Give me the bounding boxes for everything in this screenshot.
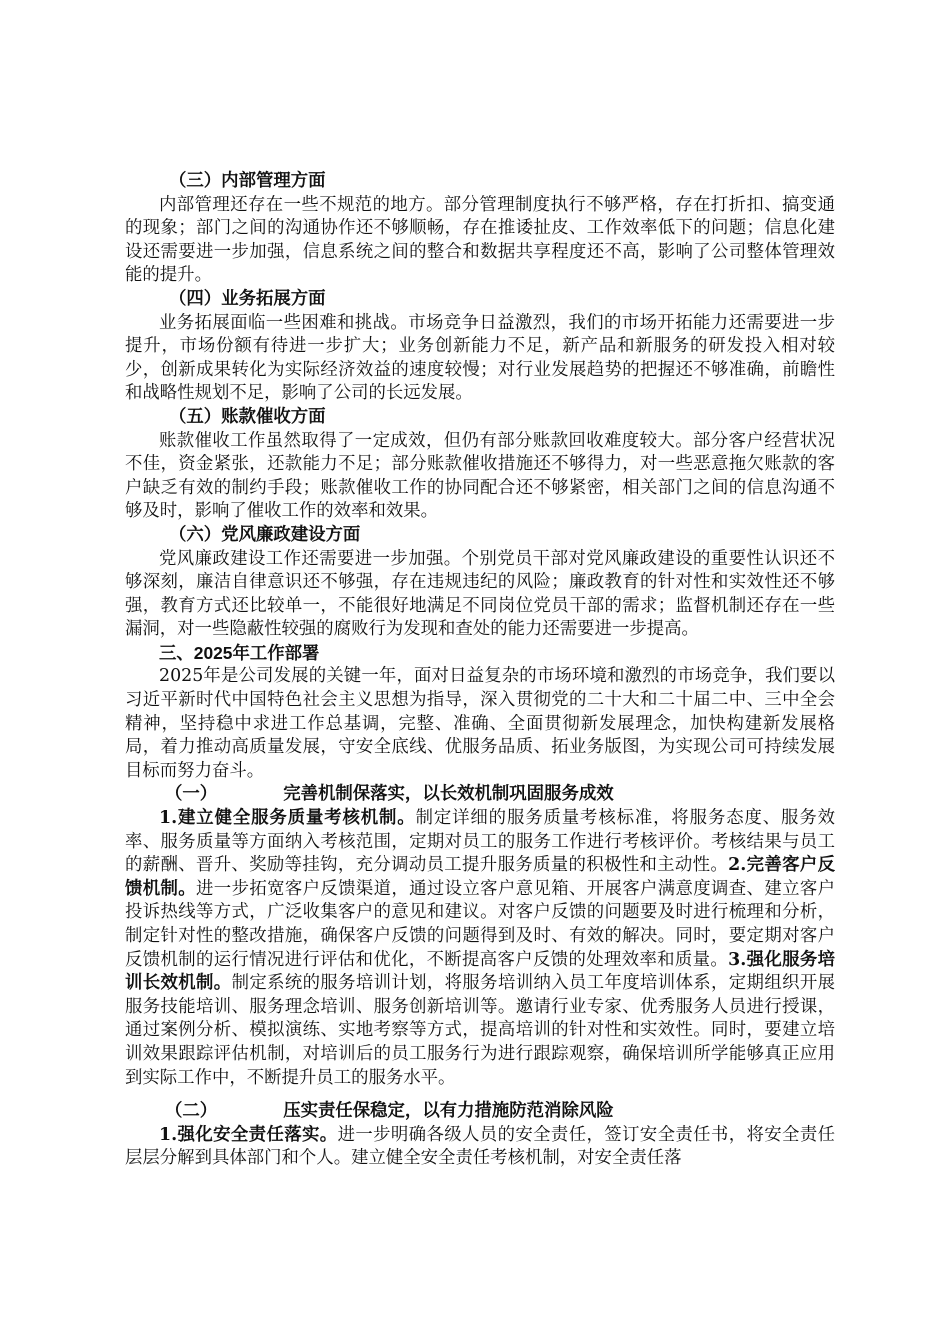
item-lead: 1.建立健全服务质量考核机制。 (159, 808, 416, 829)
subsection-paragraph (125, 807, 835, 1090)
subsection-heading (125, 783, 835, 807)
part-intro-paragraph: 2025年是公司发展的关键一年，面对日益复杂的市场环境和激烈的市场竞争，我们要以习近平新时代中国特色社会主义思想为指导，深入贯彻党的二十大和二十届二中、三中全会精神，坚持稳中求进工作总基调，完整、准确、全面贯彻新发展理念，加快构建新发展格局，着力推动高质量发展，守安全底线、优服务品质、拓业务版图，为实现公司可持续发展目标而努力奋斗。 (125, 666, 835, 781)
subsection-title: 完善机制保落实，以长效机制巩固服务成效 (283, 784, 614, 805)
item-text: 制定详细的服务质量考核标准，将服务态度、服务效率、服务质量等方面纳入考核范围，定期对员工的服务工作进行考核评价。考核结果与员工的薪酬、晋升、奖励等挂钩，充分调动员工提升服务质量的积极性和主动性。 (125, 808, 835, 876)
subsection-title: 压实责任保稳定，以有力措施防范消除风险 (283, 1101, 614, 1122)
subsection-number: （二） (165, 1101, 218, 1122)
item-text: 进一步拓宽客户反馈渠道，通过设立客户意见箱、开展客户满意度调查、建立客户投诉热线等方式，广泛收集客户的意见和建议。对客户反馈的问题要及时进行梳理和分析，制定针对性的整改措施，确保客户反馈的问题得到及时、有效的解决。同时，要定期对客户反馈机制的运行情况进行评估和优化，不断提高客户反馈的处理效率和质量。 (125, 878, 835, 970)
document-page (125, 170, 835, 1171)
section-paragraph: 业务拓展面临一些困难和挑战。市场竞争日益激烈，我们的市场开拓能力还需要进一步提升，市场份额有待进一步扩大；业务创新能力不足，新产品和新服务的研发投入相对较少，创新成果转化为实际经济效益的速度较慢；对行业发展趋势的把握还不够准确，前瞻性和战略性规划不足，影响了公司的长远发展。 (125, 312, 835, 404)
paragraph-spacer (125, 1090, 835, 1100)
section-paragraph: 内部管理还存在一些不规范的地方。部分管理制度执行不够严格，存在打折扣、搞变通的现象；部门之间的沟通协作还不够顺畅，存在推诿扯皮、工作效率低下的问题；信息化建设还需要进一步加强，信息系统之间的整合和数据共享程度还不高，影响了公司整体管理效能的提升。 (125, 194, 835, 286)
subsection-heading (125, 1100, 835, 1124)
section-heading: （三）内部管理方面 (169, 171, 326, 191)
part-heading: 三、2025年工作部署 (159, 642, 320, 663)
section-paragraph: 账款催收工作虽然取得了一定成效，但仍有部分账款回收难度较大。部分客户经营状况不佳，资金紧张，还款能力不足；部分账款催收措施还不够得力，对一些恶意拖欠账款的客户缺乏有效的制约手段；账款催收工作的协同配合还不够紧密，相关部门之间的信息沟通不够及时，影响了催收工作的效率和效果。 (125, 430, 835, 522)
item-text: 进一步明确各级人员的安全责任，签订安全责任书，将安全责任层层分解到具体部门和个人。建立健全安全责任考核机制，对安全责任落 (125, 1124, 835, 1169)
section-heading: （五）账款催收方面 (169, 406, 326, 427)
subsection-number: （一） (165, 784, 218, 805)
subsection-paragraph (125, 1124, 835, 1171)
section-paragraph: 党风廉政建设工作还需要进一步加强。个别党员干部对党风廉政建设的重要性认识还不够深刻，廉洁自律意识还不够强，存在违规违纪的风险；廉政教育的针对性和实效性还不够强，教育方式还比较单一，不能很好地满足不同岗位党员干部的需求；监督机制还存在一些漏洞，对一些隐蔽性较强的腐败行为发现和查处的能力还需要进一步提高。 (125, 548, 835, 640)
section-heading: （六）党风廉政建设方面 (169, 524, 361, 545)
section-heading: （四）业务拓展方面 (169, 288, 326, 309)
item-text: 制定系统的服务培训计划，将服务培训纳入员工年度培训体系，定期组织开展服务技能培训、服务理念培训、服务创新培训等。邀请行业专家、优秀服务人员进行授课，通过案例分析、模拟演练、实地考察等方式，提高培训的针对性和实效性。同时，要建立培训效果跟踪评估机制，对培训后的员工服务行为进行跟踪观察，确保培训所学能够真正应用到实际工作中，不断提升员工的服务水平。 (125, 973, 835, 1088)
item-lead: 3.强化服务培训长效机制。 (125, 949, 835, 994)
item-lead: 1.强化安全责任落实。 (159, 1124, 338, 1145)
item-lead: 2.完善客户反馈机制。 (125, 855, 835, 899)
